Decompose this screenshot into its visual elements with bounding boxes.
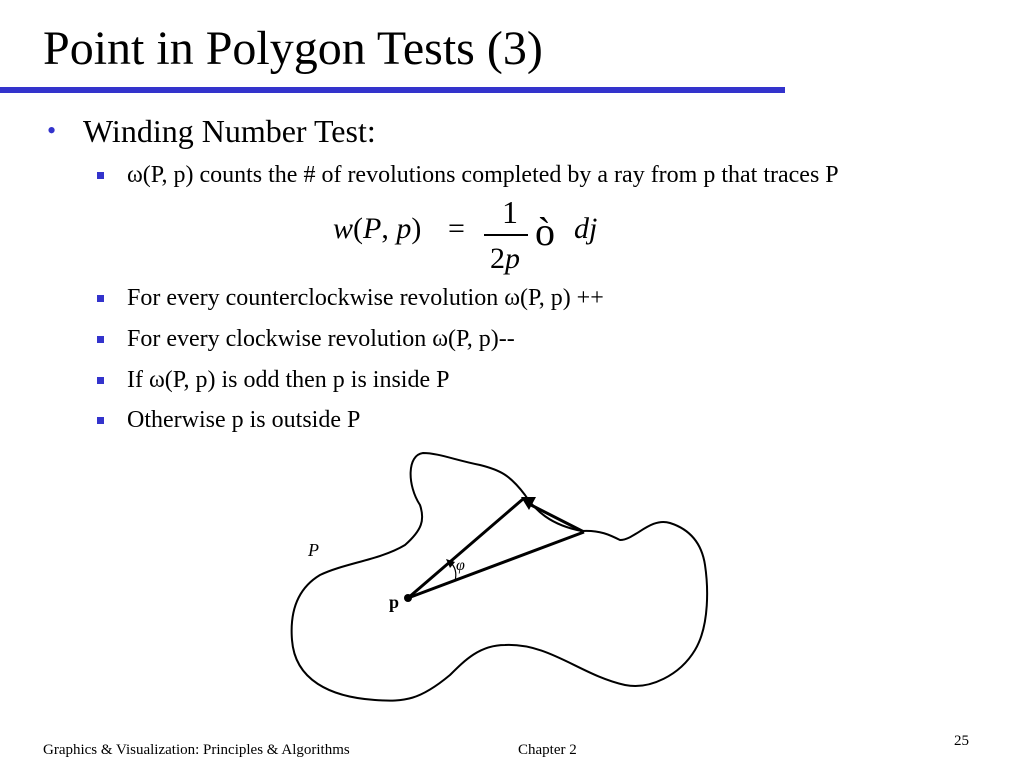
- formula-P: P: [363, 212, 382, 245]
- main-bullet-text: Winding Number Test:: [83, 113, 376, 149]
- ray-to-vertex: [408, 499, 523, 598]
- square-bullet-icon: [97, 295, 104, 302]
- sub-bullet-text: ω(P, p) counts the # of revolutions completed by a ray from p that traces P: [127, 161, 839, 188]
- footer-chapter: Chapter 2: [518, 742, 577, 758]
- sub-bullet-item: [97, 365, 449, 395]
- square-bullet-icon: [97, 377, 104, 384]
- winding-number-formula: [330, 190, 630, 285]
- formula-comma: ,: [381, 212, 397, 245]
- sub-bullet-item: [97, 405, 360, 435]
- formula-open-paren: (: [353, 212, 364, 245]
- ray-to-edge: [408, 532, 584, 598]
- slide-number: 25: [954, 733, 969, 749]
- point-label: p: [389, 592, 400, 612]
- square-bullet-icon: [97, 336, 104, 343]
- formula-w: w: [333, 212, 354, 245]
- formula-close-paren: ): [411, 212, 422, 245]
- formula-equals: =: [448, 212, 465, 245]
- footer-book-title: Graphics & Visualization: Principles & Algorithms: [43, 742, 350, 758]
- square-bullet-icon: [97, 172, 104, 179]
- winding-number-diagram: [280, 445, 720, 720]
- polygon-outline: [292, 453, 708, 701]
- sub-bullet-text: Otherwise p is outside P: [127, 406, 361, 433]
- traversal-edge: [531, 505, 584, 532]
- title-divider: [0, 87, 785, 93]
- slide-title: Point in Polygon Tests (3): [43, 22, 543, 75]
- formula-lhs: [333, 212, 421, 246]
- sub-bullet-item: [97, 160, 839, 190]
- formula-den-p: p: [505, 242, 520, 275]
- point-p-marker: [404, 594, 412, 602]
- sub-bullet-text: For every clockwise revolution ω(P, p)--: [127, 325, 515, 352]
- formula-numerator: 1: [502, 194, 518, 230]
- sub-bullet-item: [97, 324, 515, 354]
- sub-bullet-text: For every counterclockwise revolution ω(P, p) ++: [127, 284, 604, 311]
- main-bullet: [47, 112, 376, 150]
- angle-label: φ: [456, 557, 465, 574]
- polygon-label: P: [308, 540, 319, 560]
- formula-denominator: [490, 242, 520, 276]
- formula-differential: dj: [574, 212, 598, 245]
- formula-den-2: 2: [490, 242, 505, 275]
- integral-sign: ò: [535, 209, 555, 254]
- bullet-dot: •: [47, 116, 57, 145]
- sub-bullet-item: [97, 283, 604, 313]
- square-bullet-icon: [97, 417, 104, 424]
- formula-p: p: [396, 212, 412, 245]
- fraction-bar: [484, 234, 528, 236]
- sub-bullet-text: If ω(P, p) is odd then p is inside P: [127, 366, 450, 393]
